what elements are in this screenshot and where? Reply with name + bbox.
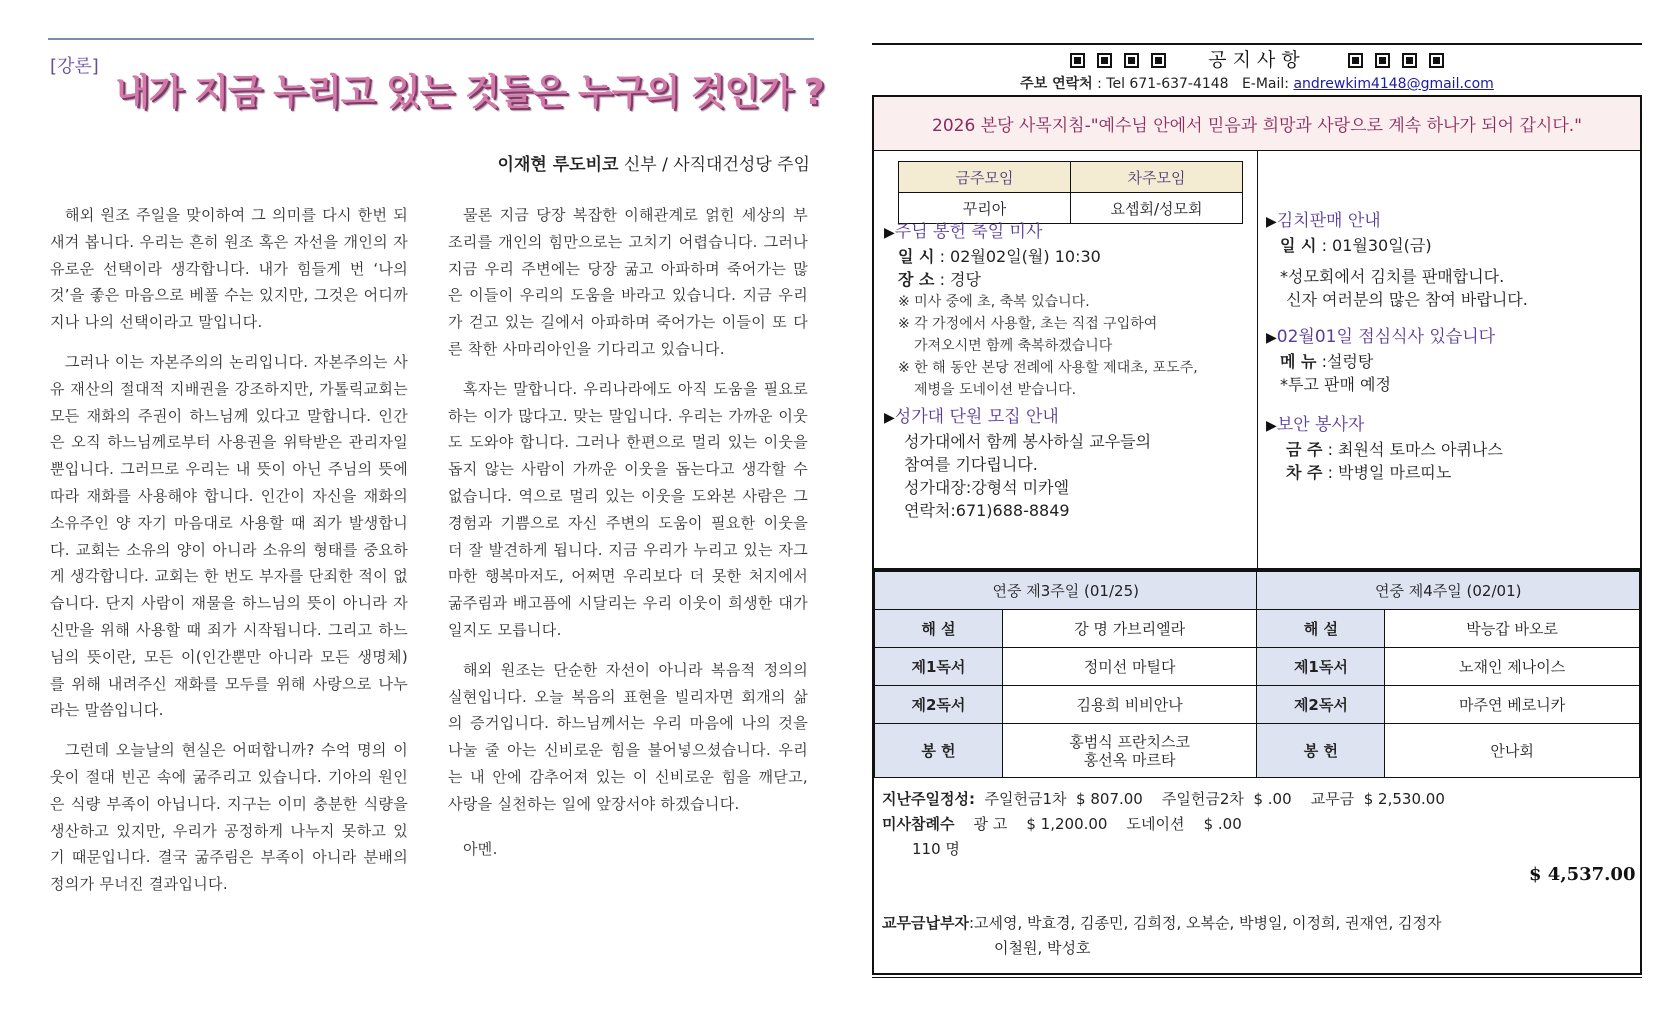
bottom-rule xyxy=(872,977,1642,978)
week4-cell: 박능갑 바오로 xyxy=(1385,610,1640,648)
paragraph: 해외 원조는 단순한 자선이 아니라 복음적 정의의 실현입니다. 오늘 복음의 표현을 빌리자면 회개의 삶의 증거입니다. 하느님께서는 우리 마음에 나의 것을 나눌 줄 아는 신비로운 힘을 불어넣으셨습니다. 우리는 내 안에 감추어져 있는 이 신비로운 힘을 깨닫고, 사랑을 실천하는 일에 앞장서야 하겠습니다. xyxy=(448,660,808,813)
paragraph: 해외 원조 주일을 맞이하여 그 의미를 다시 한번 되새겨 봅니다. 우리는 흔히 원조 혹은 자선을 개인의 자유로운 선택이라 생각합니다. 내가 힘들게 번 ‘나의 것’을 좋은 마음으로 베풀 수는 있지만, 그것은 어디까지나 나의 선택이라고 말입니다. xyxy=(50,206,408,332)
week3-header: 연중 제3주일 (01/25) xyxy=(875,572,1257,610)
email-link[interactable]: andrewkim4148@gmail.com xyxy=(1293,76,1494,92)
security-this-label: 금 주 xyxy=(1286,440,1323,459)
choir-line: 성가대에서 함께 봉사하실 교우들의 xyxy=(904,432,1152,451)
kimchi-notice xyxy=(1266,209,1636,311)
donors-names: :고세영, 박효경, 김종민, 김희정, 오복순, 박병일, 이정희, 권재연, 김정자 xyxy=(968,914,1442,932)
choir-line: 성가대장:강형석 미카엘 xyxy=(904,478,1070,497)
notice-page xyxy=(872,0,1650,1020)
square-icon xyxy=(1124,53,1139,68)
offering1-value: $ 807.00 xyxy=(1076,790,1143,808)
offering2-value: $ .00 xyxy=(1253,790,1292,808)
notice-frame xyxy=(872,95,1642,975)
paragraph: 물론 지금 당장 복잡한 이해관계로 얽힌 세상의 부조리를 개인의 힘만으로는 고치기 어렵습니다. 그러나 지금 우리 주변에는 당장 굶고 아파하며 죽어가는 많은 이들이 우리의 도움을 바라고 있습니다. 지금 우리가 걷고 있는 길에서 아파하며 죽어가는 이들이 또 다른 착한 사마리아인을 기다리고 있습니다. xyxy=(448,206,808,358)
ads-value: $ 1,200.00 xyxy=(1026,815,1108,833)
byline xyxy=(498,150,810,175)
square-icon xyxy=(1097,53,1112,68)
ads-label: 광 고 xyxy=(973,815,1008,833)
role-cell: 제2독서 xyxy=(875,686,1003,724)
role-cell: 해 설 xyxy=(875,610,1003,648)
table-row xyxy=(875,686,1640,724)
mass-place: : 경당 xyxy=(939,270,981,289)
mass-note: 제병을 도네이션 받습니다. xyxy=(914,382,1077,398)
triangle-right-icon: ▶ xyxy=(1266,418,1277,434)
square-icon xyxy=(1429,53,1444,68)
mass-place-label: 장 소 xyxy=(898,270,935,289)
role-cell: 봉 헌 xyxy=(1257,724,1385,778)
week4-header: 연중 제4주일 (02/01) xyxy=(1257,572,1640,610)
finance-total: $ 4,537.00 xyxy=(1529,864,1636,885)
security-this-value: : 최원석 토마스 아퀴나스 xyxy=(1327,440,1503,459)
security-next-label: 차 주 xyxy=(1286,463,1323,482)
offering2-label: 주일헌금2차 xyxy=(1161,790,1244,808)
donation-label: 도네이션 xyxy=(1126,815,1185,833)
mass-note: 가져오시면 함께 축복하겠습니다 xyxy=(914,338,1113,354)
top-rule xyxy=(48,38,814,40)
table-row xyxy=(875,610,1640,648)
sermon-column-1 xyxy=(50,202,408,911)
week4-cell: 노재인 제나이스 xyxy=(1385,648,1640,686)
meeting-table xyxy=(898,161,1243,224)
table-row xyxy=(875,648,1640,686)
kimchi-line: 신자 여러분의 많은 참여 바랍니다. xyxy=(1286,290,1528,309)
triangle-right-icon: ▶ xyxy=(1266,214,1277,230)
this-week-meeting-header: 금주모임 xyxy=(899,162,1071,193)
mass-notice xyxy=(884,220,1254,401)
contact-label: 주보 연락처 xyxy=(1020,76,1093,92)
sermon-title: 내가 지금 누리고 있는 것들은 누구의 것인가 ? xyxy=(115,72,824,113)
kimchi-line: *성모회에서 김치를 판매합니다. xyxy=(1280,267,1505,286)
choir-line: 참여를 기다립니다. xyxy=(904,455,1038,474)
last-week-label: 지난주일정성: xyxy=(882,790,975,808)
donors-list xyxy=(882,911,1622,961)
security-heading: 보안 봉사자 xyxy=(1276,415,1365,435)
choir-heading: 성가대 단원 모집 안내 xyxy=(894,407,1059,427)
liturgy-assignment-table xyxy=(874,571,1640,778)
week3-cell xyxy=(1002,724,1257,778)
role-cell: 제2독서 xyxy=(1257,686,1385,724)
role-cell: 해 설 xyxy=(1257,610,1385,648)
kimchi-time: : 01월30일(금) xyxy=(1321,236,1432,255)
mass-time: : 02월02일(월) 10:30 xyxy=(939,247,1101,266)
table-row xyxy=(875,724,1640,778)
kimchi-heading: 김치판매 안내 xyxy=(1276,211,1381,231)
role-cell: 제1독서 xyxy=(1257,648,1385,686)
triangle-right-icon: ▶ xyxy=(884,410,895,426)
lunch-heading: 02월01일 점심식사 있습니다 xyxy=(1276,327,1496,347)
week3-cell: 강 명 가브리엘라 xyxy=(1002,610,1257,648)
week3-cell: 김용희 비비안나 xyxy=(1002,686,1257,724)
mass-note: ※ 한 해 동안 본당 전례에 사용할 제대초, 포도주, xyxy=(898,360,1198,376)
square-icon xyxy=(1375,53,1390,68)
triangle-right-icon: ▶ xyxy=(884,225,895,241)
next-week-meeting-header: 차주모임 xyxy=(1071,162,1243,193)
lunch-menu: :설렁탕 xyxy=(1321,352,1374,371)
week4-cell: 안나회 xyxy=(1385,724,1640,778)
lunch-menu-label: 메 뉴 xyxy=(1280,352,1317,371)
dues-value: $ 2,530.00 xyxy=(1363,790,1445,808)
offertory-name: 홍선옥 마르타 xyxy=(1083,750,1176,769)
column-divider xyxy=(1257,151,1258,569)
choir-line: 연락처:671)688-8849 xyxy=(904,501,1070,520)
paragraph: 그런데 오늘날의 현실은 어떠합니까? 수억 명의 이웃이 절대 빈곤 속에 굶주리고 있습니다. 기아의 원인은 식량 부족이 아닙니다. 지구는 이미 충분한 식량을 생산하고 있지만, 우리가 공정하게 나누지 못하고 있기 때문입니다. 결국 굶주림은 부족이 아니라 분배의 정의가 무너진 결과입니다. xyxy=(50,741,408,894)
author-name: 이재현 루도비코 xyxy=(497,155,619,175)
paragraph: 혹자는 말합니다. 우리나라에도 아직 도움을 필요로 하는 이가 많다고. 맞는 말입니다. 우리는 가까운 이웃도 도와야 합니다. 그러나 한편으로 멀리 있는 이웃을 돕지 않는 사람이 가까운 이웃을 돕는다고 생각할 수 없습니다. 역으로 멀리 있는 이웃을 도와본 사람은 그 경험과 기쁨으로 자신 주변의 도움이 필요한 이웃을 더 잘 발견하게 됩니다. 지금 우리가 누리고 있는 자그마한 행복마저도, 어쩌면 우리보다 더 못한 처지에서 굶주림과 배고픔에 시달리는 우리 이웃이 희생한 대가일지도 모릅니다. xyxy=(448,379,808,639)
dues-label: 교무금 xyxy=(1310,790,1355,808)
role-cell: 봉 헌 xyxy=(875,724,1003,778)
square-icon xyxy=(1151,53,1166,68)
notice-title: 공지사항 xyxy=(1208,49,1306,71)
contact-tel: : Tel 671-637-4148 xyxy=(1097,76,1229,92)
donation-value: $ .00 xyxy=(1203,815,1242,833)
attendance-value: 110 명 xyxy=(912,840,960,858)
donors-label: 교무금납부자 xyxy=(882,914,969,932)
week3-cell: 정미선 마틸다 xyxy=(1002,648,1257,686)
attendance-label: 미사참례수 xyxy=(882,815,955,833)
square-icon xyxy=(1070,53,1085,68)
notice-title-bar xyxy=(872,45,1642,72)
offering1-label: 주일헌금1차 xyxy=(984,790,1067,808)
section-tag: [강론] xyxy=(50,56,99,77)
email-label: E-Mail: xyxy=(1241,76,1290,92)
security-next-value: : 박병일 마르띠노 xyxy=(1327,463,1452,482)
security-notice xyxy=(1266,413,1636,484)
week4-cell: 마주연 베로니카 xyxy=(1385,686,1640,724)
finance-summary xyxy=(882,787,1445,862)
lunch-notice xyxy=(1266,325,1636,396)
role-cell: 제1독서 xyxy=(875,648,1003,686)
mass-heading: 주님 봉헌 축일 미사 xyxy=(894,222,1043,242)
triangle-right-icon: ▶ xyxy=(1266,330,1277,346)
choir-notice xyxy=(884,405,1254,522)
pastoral-motto: 2026 본당 사목지침-"예수님 안에서 믿음과 희망과 사랑으로 계속 하나가 되어 갑시다." xyxy=(874,97,1640,151)
paragraph-amen: 아멘. xyxy=(463,839,498,858)
square-icon xyxy=(1348,53,1363,68)
paragraph: 그러나 이는 자본주의의 논리입니다. 자본주의는 사유 재산의 절대적 지배권을 강조하지만, 가톨릭교회는 모든 재화의 주권이 하느님께 있다고 말합니다. 인간은 오직 하느님께로부터 사용권을 위탁받은 관리자일 뿐입니다. 그러므로 우리는 내 뜻이 아닌 주님의 뜻에 따라 재화를 사용해야 합니다. 인간이 자신을 재화의 소유주인 양 자기 마음대로 사용할 때 죄가 발생합니다. 교회는 소유의 양이 아니라 소유의 형태를 중요하게 생각합니다. 교회는 한 번도 부자를 단죄한 적이 없습니다. 단지 사람이 재물을 하느님의 뜻이 아니라 자신만을 위해 사용할 때 죄가 시작됩니다. 그리고 하느님의 뜻이란, 모든 이(인간뿐만 아니라 모든 생명체)를 위해 내려주신 재화를 모두를 위해 사랑으로 나누라는 말씀입니다. xyxy=(50,352,408,720)
lunch-note: *투고 판매 예정 xyxy=(1280,375,1391,394)
square-icon xyxy=(1402,53,1417,68)
donors-names-cont: 이철원, 박성호 xyxy=(994,939,1091,957)
offertory-name: 홍범식 프란치스코 xyxy=(1069,732,1190,751)
mass-note: ※ 미사 중에 초, 축복 있습니다. xyxy=(898,294,1090,310)
this-week-meeting: 꾸리아 xyxy=(899,193,1071,224)
mass-time-label: 일 시 xyxy=(898,247,935,266)
kimchi-time-label: 일 시 xyxy=(1280,236,1317,255)
next-week-meeting: 요셉회/성모회 xyxy=(1071,193,1243,224)
contact-line xyxy=(872,73,1642,93)
author-role: 신부 / 사직대건성당 주임 xyxy=(623,155,810,175)
mass-note: ※ 각 가정에서 사용할, 초는 직접 구입하여 xyxy=(898,316,1158,332)
sermon-column-2 xyxy=(448,202,808,875)
